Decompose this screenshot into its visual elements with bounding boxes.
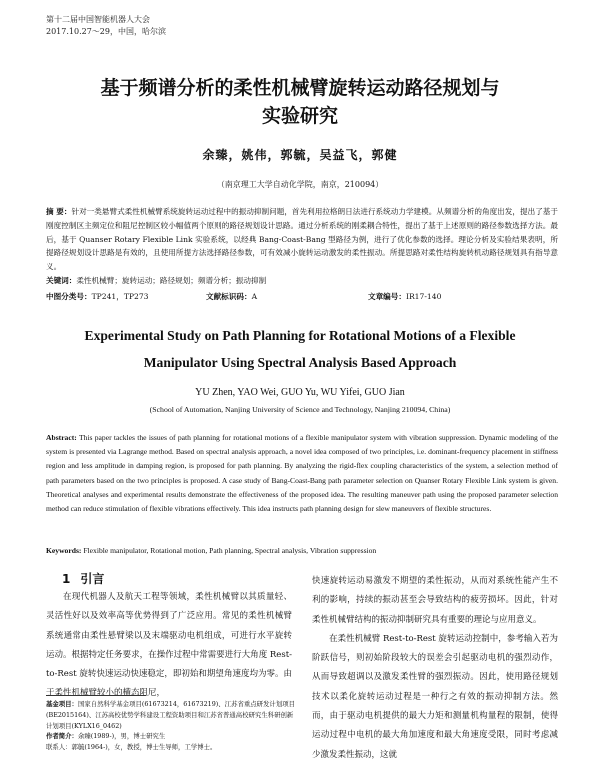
- authors-chinese: 余臻，姚伟，郭毓，吴益飞，郭健: [202, 148, 398, 162]
- clc-value: TP241，TP273: [91, 292, 149, 301]
- abstract-english-label: Abstract:: [46, 433, 77, 442]
- body-column-right: [312, 572, 558, 765]
- clc-label: 中图分类号：: [46, 292, 92, 301]
- footnote-contact: 联系人：郭毓(1964-)，女，教授，博士生导师，工学博士。: [46, 743, 217, 752]
- title-english: [40, 322, 560, 376]
- authors-english: YU Zhen, YAO Wei, GUO Yu, WU Yifei, GUO Jian: [195, 387, 405, 398]
- clc-group: [46, 291, 149, 303]
- affiliation-english: (School of Automation, Nanjing University of Science and Technology, Nanjing 210094, China): [149, 405, 451, 414]
- title-chinese-line1: 基于频谱分析的柔性机械臂旋转运动路径规划与: [100, 77, 500, 99]
- doc-code-group: [206, 291, 257, 303]
- keywords-chinese: [46, 275, 566, 287]
- keywords-english-text: Flexible manipulator, Rotational motion, Path planning, Spectral analysis, Vibration suppression: [81, 546, 377, 555]
- abstract-chinese: [46, 205, 558, 274]
- conference-date-location: 2017.10.27～29，中国，哈尔滨: [46, 27, 166, 36]
- doc-code-label: 文献标识码：: [206, 292, 252, 301]
- footnote-funding: [46, 699, 296, 731]
- keywords-chinese-text: 柔性机械臂；旋转运动；路径规划；频谱分析；振动抑制: [76, 276, 267, 285]
- article-no-value: IR17-140: [405, 292, 442, 301]
- conference-name: 第十二届中国智能机器人大会: [46, 15, 150, 24]
- abstract-english: [46, 431, 558, 516]
- footnote-author-bio: [46, 731, 296, 742]
- title-chinese-line2: 实验研究: [261, 105, 338, 127]
- doc-code-value: A: [251, 292, 258, 301]
- keywords-english-label: Keywords:: [46, 546, 82, 555]
- section-title: 引言: [80, 572, 105, 586]
- title-chinese: [0, 74, 600, 130]
- article-no-label: 文章编号：: [368, 292, 406, 301]
- title-english-line1: Experimental Study on Path Planning for Rotational Motions of a Flexible: [84, 328, 516, 343]
- abstract-chinese-label: 摘 要：: [46, 207, 72, 216]
- title-english-line2: Manipulator Using Spectral Analysis Based Approach: [143, 355, 457, 370]
- section-heading-introduction: [62, 570, 114, 587]
- body-right-paragraph-2: 在柔性机械臂 Rest-to-Rest 旋转运动控制中，参考输入若为阶跃信号，则初始阶段较大的误差会引起驱动电机的强烈动作，从而导致超调以及激发柔性臂的强烈振动。因此，使用路径规划技术以柔化旋转运动过程是一种行之有效的振动抑制方法。然而，由于驱动电机提供的最大力矩和测量机构量程的限制，使得运动过程中电机的最大角加速度和最大角速度受限，同时考虑减少激发柔性振动，这就: [312, 633, 558, 760]
- abstract-english-text: This paper tackles the issues of path planning for rotational motions of a flexible manipulator system with vibration suppression. Dynamic modeling of the system is presented via Lagrange method. Based on spectral analysis approach, a novel idea composed of two principles, i.e. dominant-frequency placement in stiffness region and less amplitude in damping region, is proposed for path planning. By analyzing the rigid-flex coupling characteristics of the system, a selection method of path parameters based on the two principles is proposed. A case study of Bang-Coast-Bang path parameter selection on Quanser Rotary Flexible Link system is given. Theoretical analyses and experimental results demonstrate the effectiveness of the proposed idea. The resulting maneuver path using the proposed parameter selection method can reduce stimulation of flexible vibrations effectively. This idea instructs path planning design for slew maneuvers of flexible structures.: [46, 433, 558, 514]
- footnote: [46, 699, 296, 753]
- footnote-funding-text: 国家自然科学基金项目(61673214，61673219)、江苏省重点研发计划项目(BE2015164)、江苏高校优势学科建设工程资助项目和江苏省普通高校研究生科研创新计划项目(KYLX16_0462): [46, 700, 295, 730]
- affiliation-chinese: （南京理工大学自动化学院，南京，210094）: [216, 180, 384, 189]
- keywords-english: [46, 546, 566, 555]
- footnote-funding-label: 基金项目：: [46, 700, 78, 708]
- conference-header: [46, 14, 166, 38]
- body-right-paragraph-1: 快速旋转运动易激发不期望的柔性振动，从而对系统性能产生不利的影响，持续的振动甚至会导致结构的疲劳损坏。因此，针对柔性机械臂结构的振动抑制研究具有重要的理论与应用意义。: [312, 576, 558, 625]
- footnote-author-label: 作者简介：: [46, 732, 78, 741]
- abstract-chinese-text: 针对一类悬臂式柔性机械臂系统旋转运动过程中的振动抑制问题，首先利用拉格朗日法进行系统动力学建模。从频谱分析的角度出发，提出了基于刚度控制区主频定位和阻尼控制区较小幅值两个原则的路径规划设计思路。通过分析系统的刚柔耦合特性，提出了基于上述原则的路径参数选择方法。最后，基于 Quanser Rotary Flexible Link 实验系统，以经典 Bang-Coast-Bang 型路径为例，进行了优化参数的选择。理论分析及实验结果表明，所提路径规划设计思路是有效的，且使用所提方法选择路径参数，可有效减小旋转运动激发的柔性振动。所提思路对柔性结构旋转机动路径规划具有指导意义。: [46, 207, 558, 272]
- body-column-left: 在现代机器人及航天工程等领域，柔性机械臂以其质量轻、灵活性好以及效率高等优势得到了广泛应用。常见的柔性机械臂系统通常由柔性悬臂梁以及末端驱动电机组成，可进行水平旋转运动。根据特定任务要求，在操作过程中常需要进行大角度 Rest-to-Rest 旋转快速运动快速稳定，即初始和期望角速度均为零。由于柔性机械臂较小的横态阻尼，: [46, 592, 292, 699]
- keywords-chinese-label: 关键词：: [46, 276, 77, 285]
- footnote-divider: [46, 695, 146, 696]
- section-number: 1: [62, 572, 71, 586]
- footnote-author-text: 余臻(1989-)，男，博士研究生: [77, 732, 166, 741]
- article-no-group: [368, 291, 441, 303]
